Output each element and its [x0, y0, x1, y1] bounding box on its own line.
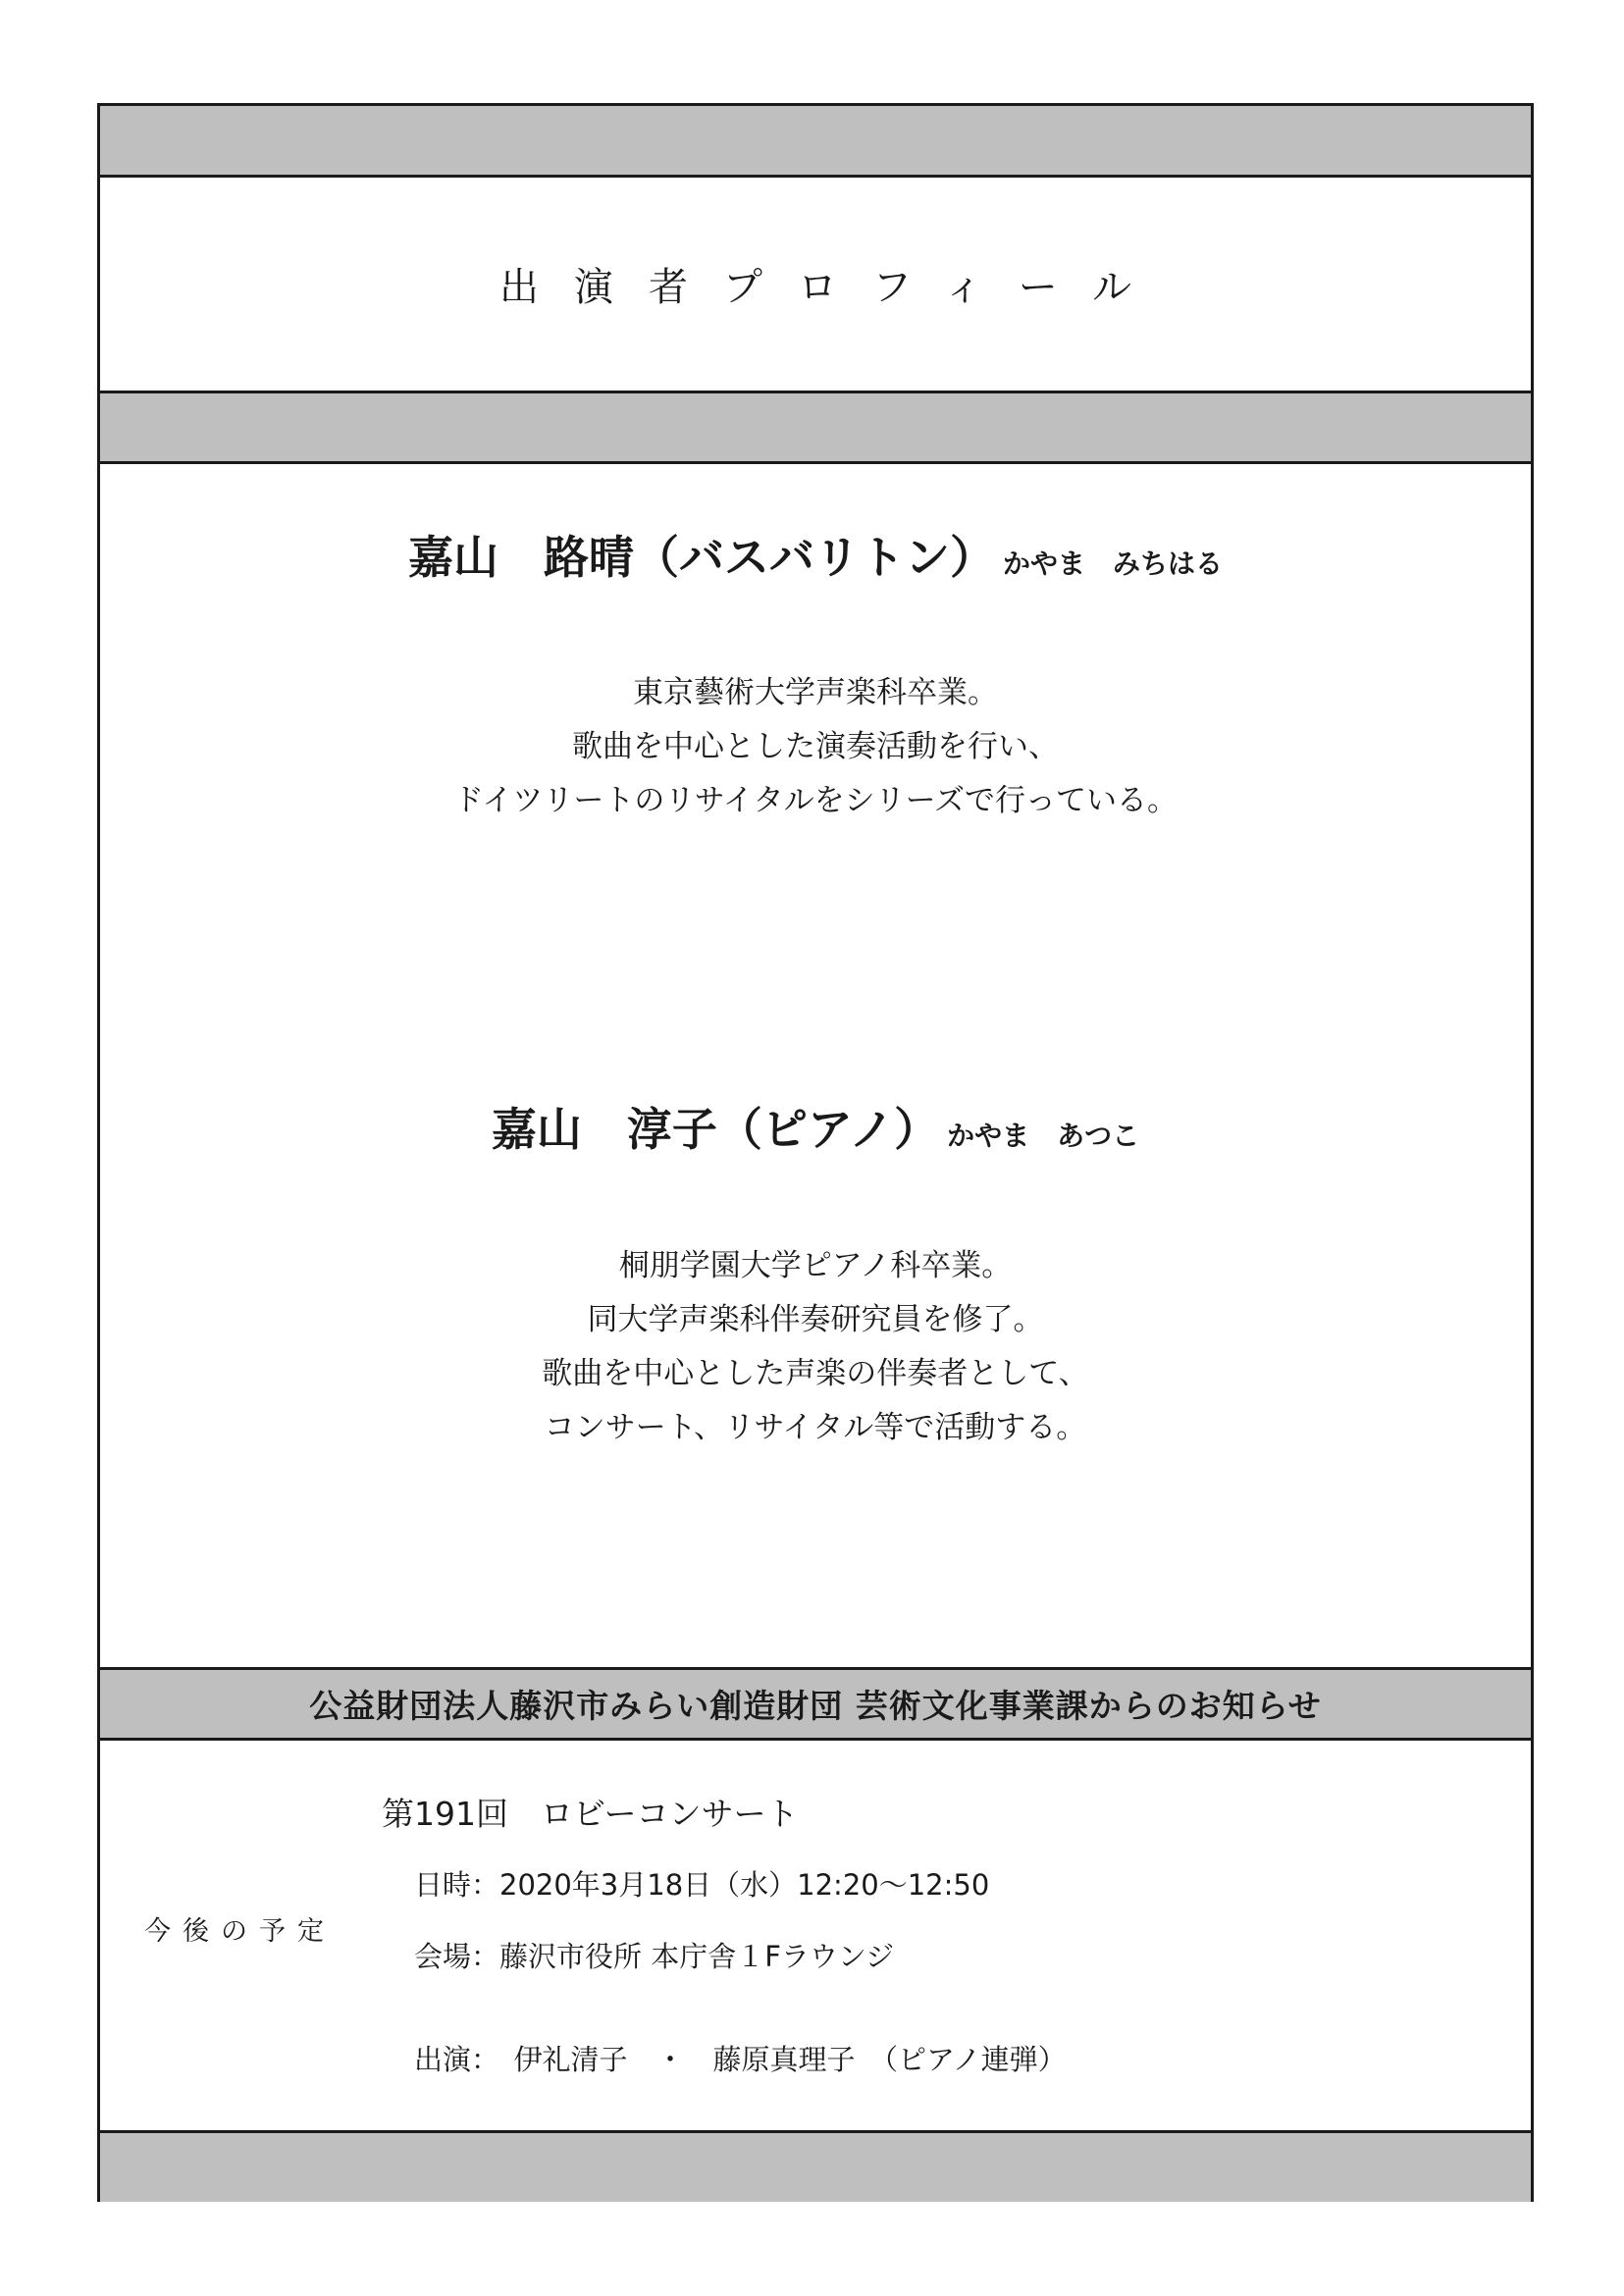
section-title: 出演者プロフィール [499, 265, 1167, 310]
top-band [100, 106, 1531, 178]
event-date: 日時：2020年3月18日（水）12:20〜12:50 [414, 1868, 990, 1902]
bottom-band [100, 2130, 1531, 2202]
performer-1-reading: かやま みちはる [1002, 548, 1223, 580]
program-frame [97, 103, 1534, 2202]
bio-line: コンサート、リサイタル等で活動する。 [544, 1410, 1087, 1445]
performer-2-reading: かやま あつこ [947, 1120, 1140, 1152]
bio-line: 歌曲を中心とした声楽の伴奏者として、 [542, 1356, 1089, 1391]
performer-2-bio [100, 1239, 1531, 1455]
event-venue: 会場：藤沢市役所 本庁舎１Fラウンジ [414, 1940, 895, 1973]
performer-1-bio [100, 666, 1531, 828]
performer-2-name: 嘉山 淳子（ピアノ） [491, 1103, 940, 1156]
event-title: 第191回 ロビーコンサート [382, 1795, 799, 1833]
performer-2-heading [100, 1094, 1531, 1159]
upcoming-label: 今後の予定 [144, 1916, 336, 1947]
performer-1-heading [100, 522, 1531, 587]
bio-line: 東京藝術大学声楽科卒業。 [633, 675, 998, 710]
bio-line: ドイツリートのリサイタルをシリーズで行っている。 [452, 783, 1179, 818]
event-performers: 出演： 伊礼清子 ・ 藤原真理子 （ピアノ連弾） [414, 2043, 1067, 2076]
notice-header: 公益財団法人藤沢市みらい創造財団 芸術文化事業課からのお知らせ [100, 1667, 1531, 1741]
bio-line: 歌曲を中心とした演奏活動を行い、 [572, 729, 1059, 764]
performer-1-name: 嘉山 路晴（バスバリトン） [407, 531, 995, 584]
bio-line: 桐朋学園大学ピアノ科卒業。 [618, 1248, 1013, 1283]
divider-band [100, 391, 1531, 464]
bio-line: 同大学声楽科伴奏研究員を修了。 [587, 1302, 1044, 1337]
